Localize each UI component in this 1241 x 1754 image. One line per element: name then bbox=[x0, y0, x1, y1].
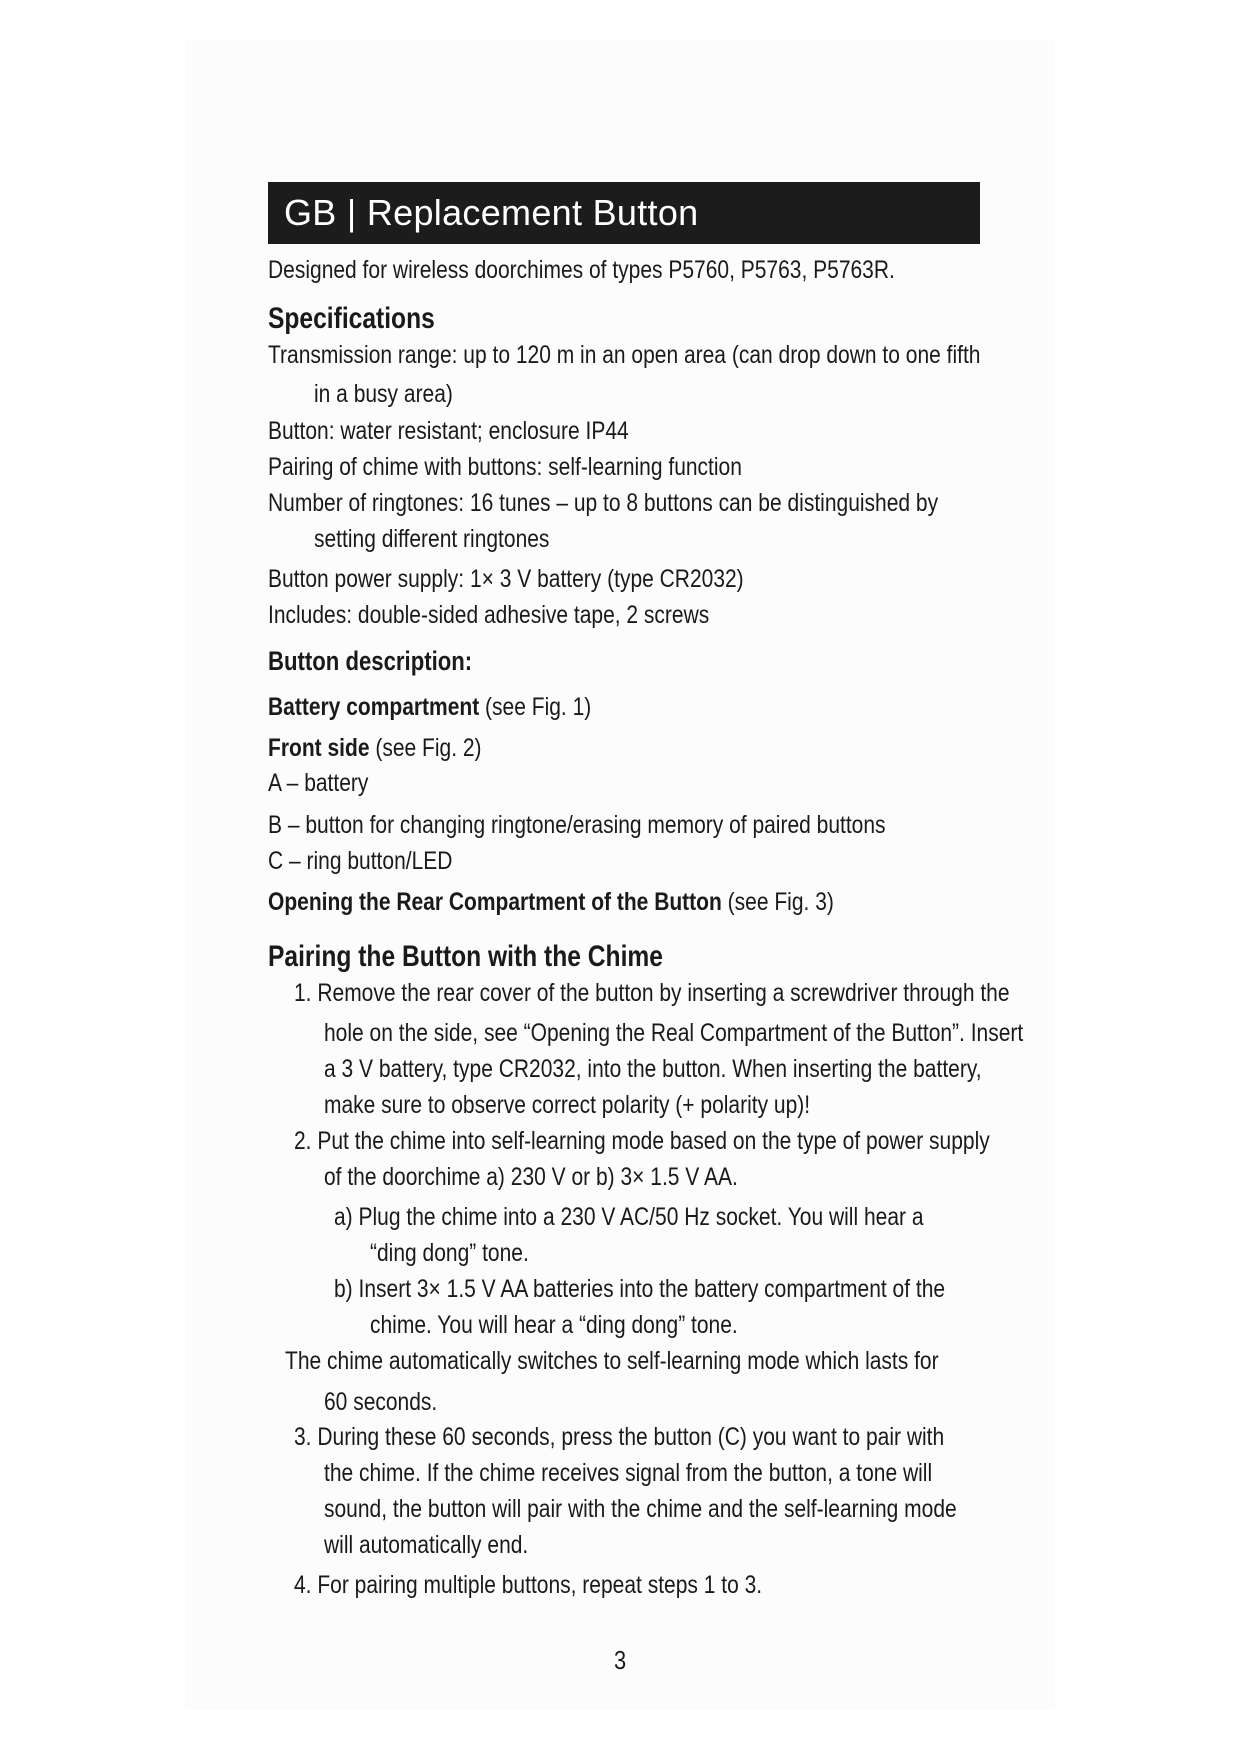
step-1-line: 1. Remove the rear cover of the button by inserting a screwdriver through the bbox=[294, 979, 1010, 1007]
page-title: GB | Replacement Button bbox=[268, 182, 980, 244]
sub-step-a-line: a) Plug the chime into a 230 V AC/50 Hz socket. You will hear a bbox=[334, 1203, 924, 1231]
item-c: C – ring button/LED bbox=[268, 847, 453, 875]
spec-line: Includes: double-sided adhesive tape, 2 screws bbox=[268, 601, 710, 629]
spec-line: Button: water resistant; enclosure IP44 bbox=[268, 417, 629, 445]
page-number: 3 bbox=[614, 1645, 627, 1675]
step-2-line: 2. Put the chime into self-learning mode based on the type of power supply bbox=[294, 1127, 990, 1155]
spec-line: Transmission range: up to 120 m in an open area (can drop down to one fifth bbox=[268, 341, 981, 369]
specifications-heading: Specifications bbox=[268, 302, 435, 335]
step-1-line: a 3 V battery, type CR2032, into the button. When inserting the battery, bbox=[324, 1055, 982, 1083]
battery-compartment-line bbox=[268, 692, 591, 722]
intro-text: Designed for wireless doorchimes of types P5760, P5763, P5763R. bbox=[268, 256, 895, 284]
step-1-line: make sure to observe correct polarity (+ polarity up)! bbox=[324, 1091, 811, 1119]
step-3-line: the chime. If the chime receives signal from the button, a tone will bbox=[324, 1459, 933, 1487]
spec-line: Pairing of chime with buttons: self-learning function bbox=[268, 453, 742, 481]
spec-line: Number of ringtones: 16 tunes – up to 8 buttons can be distinguished by bbox=[268, 489, 939, 517]
step-3-line: 3. During these 60 seconds, press the button (C) you want to pair with bbox=[294, 1423, 945, 1451]
step-2-line: of the doorchime a) 230 V or b) 3× 1.5 V AA. bbox=[324, 1163, 738, 1191]
spec-line: in a busy area) bbox=[314, 380, 453, 408]
step-3-line: will automatically end. bbox=[324, 1531, 529, 1559]
step-4-line: 4. For pairing multiple buttons, repeat steps 1 to 3. bbox=[294, 1571, 763, 1599]
auto-mode-line: The chime automatically switches to self-learning mode which lasts for bbox=[285, 1347, 939, 1375]
rear-compartment-line bbox=[268, 887, 834, 917]
step-3-line: sound, the button will pair with the chime and the self-learning mode bbox=[324, 1495, 957, 1523]
item-a: A – battery bbox=[268, 769, 369, 797]
battery-compartment-label: Battery compartment bbox=[268, 693, 480, 721]
sub-step-b-line: b) Insert 3× 1.5 V AA batteries into the battery compartment of the bbox=[334, 1275, 946, 1303]
sub-step-a-line: “ding dong” tone. bbox=[370, 1239, 529, 1267]
front-side-line bbox=[268, 733, 482, 763]
spec-line: setting different ringtones bbox=[314, 525, 550, 553]
sub-step-b-line: chime. You will hear a “ding dong” tone. bbox=[370, 1311, 738, 1339]
rear-compartment-ref: (see Fig. 3) bbox=[721, 888, 834, 916]
front-side-ref: (see Fig. 2) bbox=[369, 734, 482, 762]
rear-compartment-label: Opening the Rear Compartment of the Button bbox=[268, 888, 722, 916]
auto-mode-line: 60 seconds. bbox=[324, 1388, 438, 1416]
front-side-label: Front side bbox=[268, 734, 370, 762]
pairing-heading: Pairing the Button with the Chime bbox=[268, 940, 663, 973]
step-1-line: hole on the side, see “Opening the Real Compartment of the Button”. Insert bbox=[324, 1019, 1024, 1047]
item-b: B – button for changing ringtone/erasing memory of paired buttons bbox=[268, 811, 886, 839]
battery-compartment-ref: (see Fig. 1) bbox=[479, 693, 592, 721]
spec-line: Button power supply: 1× 3 V battery (type CR2032) bbox=[268, 565, 744, 593]
button-description-heading: Button description: bbox=[268, 646, 473, 676]
